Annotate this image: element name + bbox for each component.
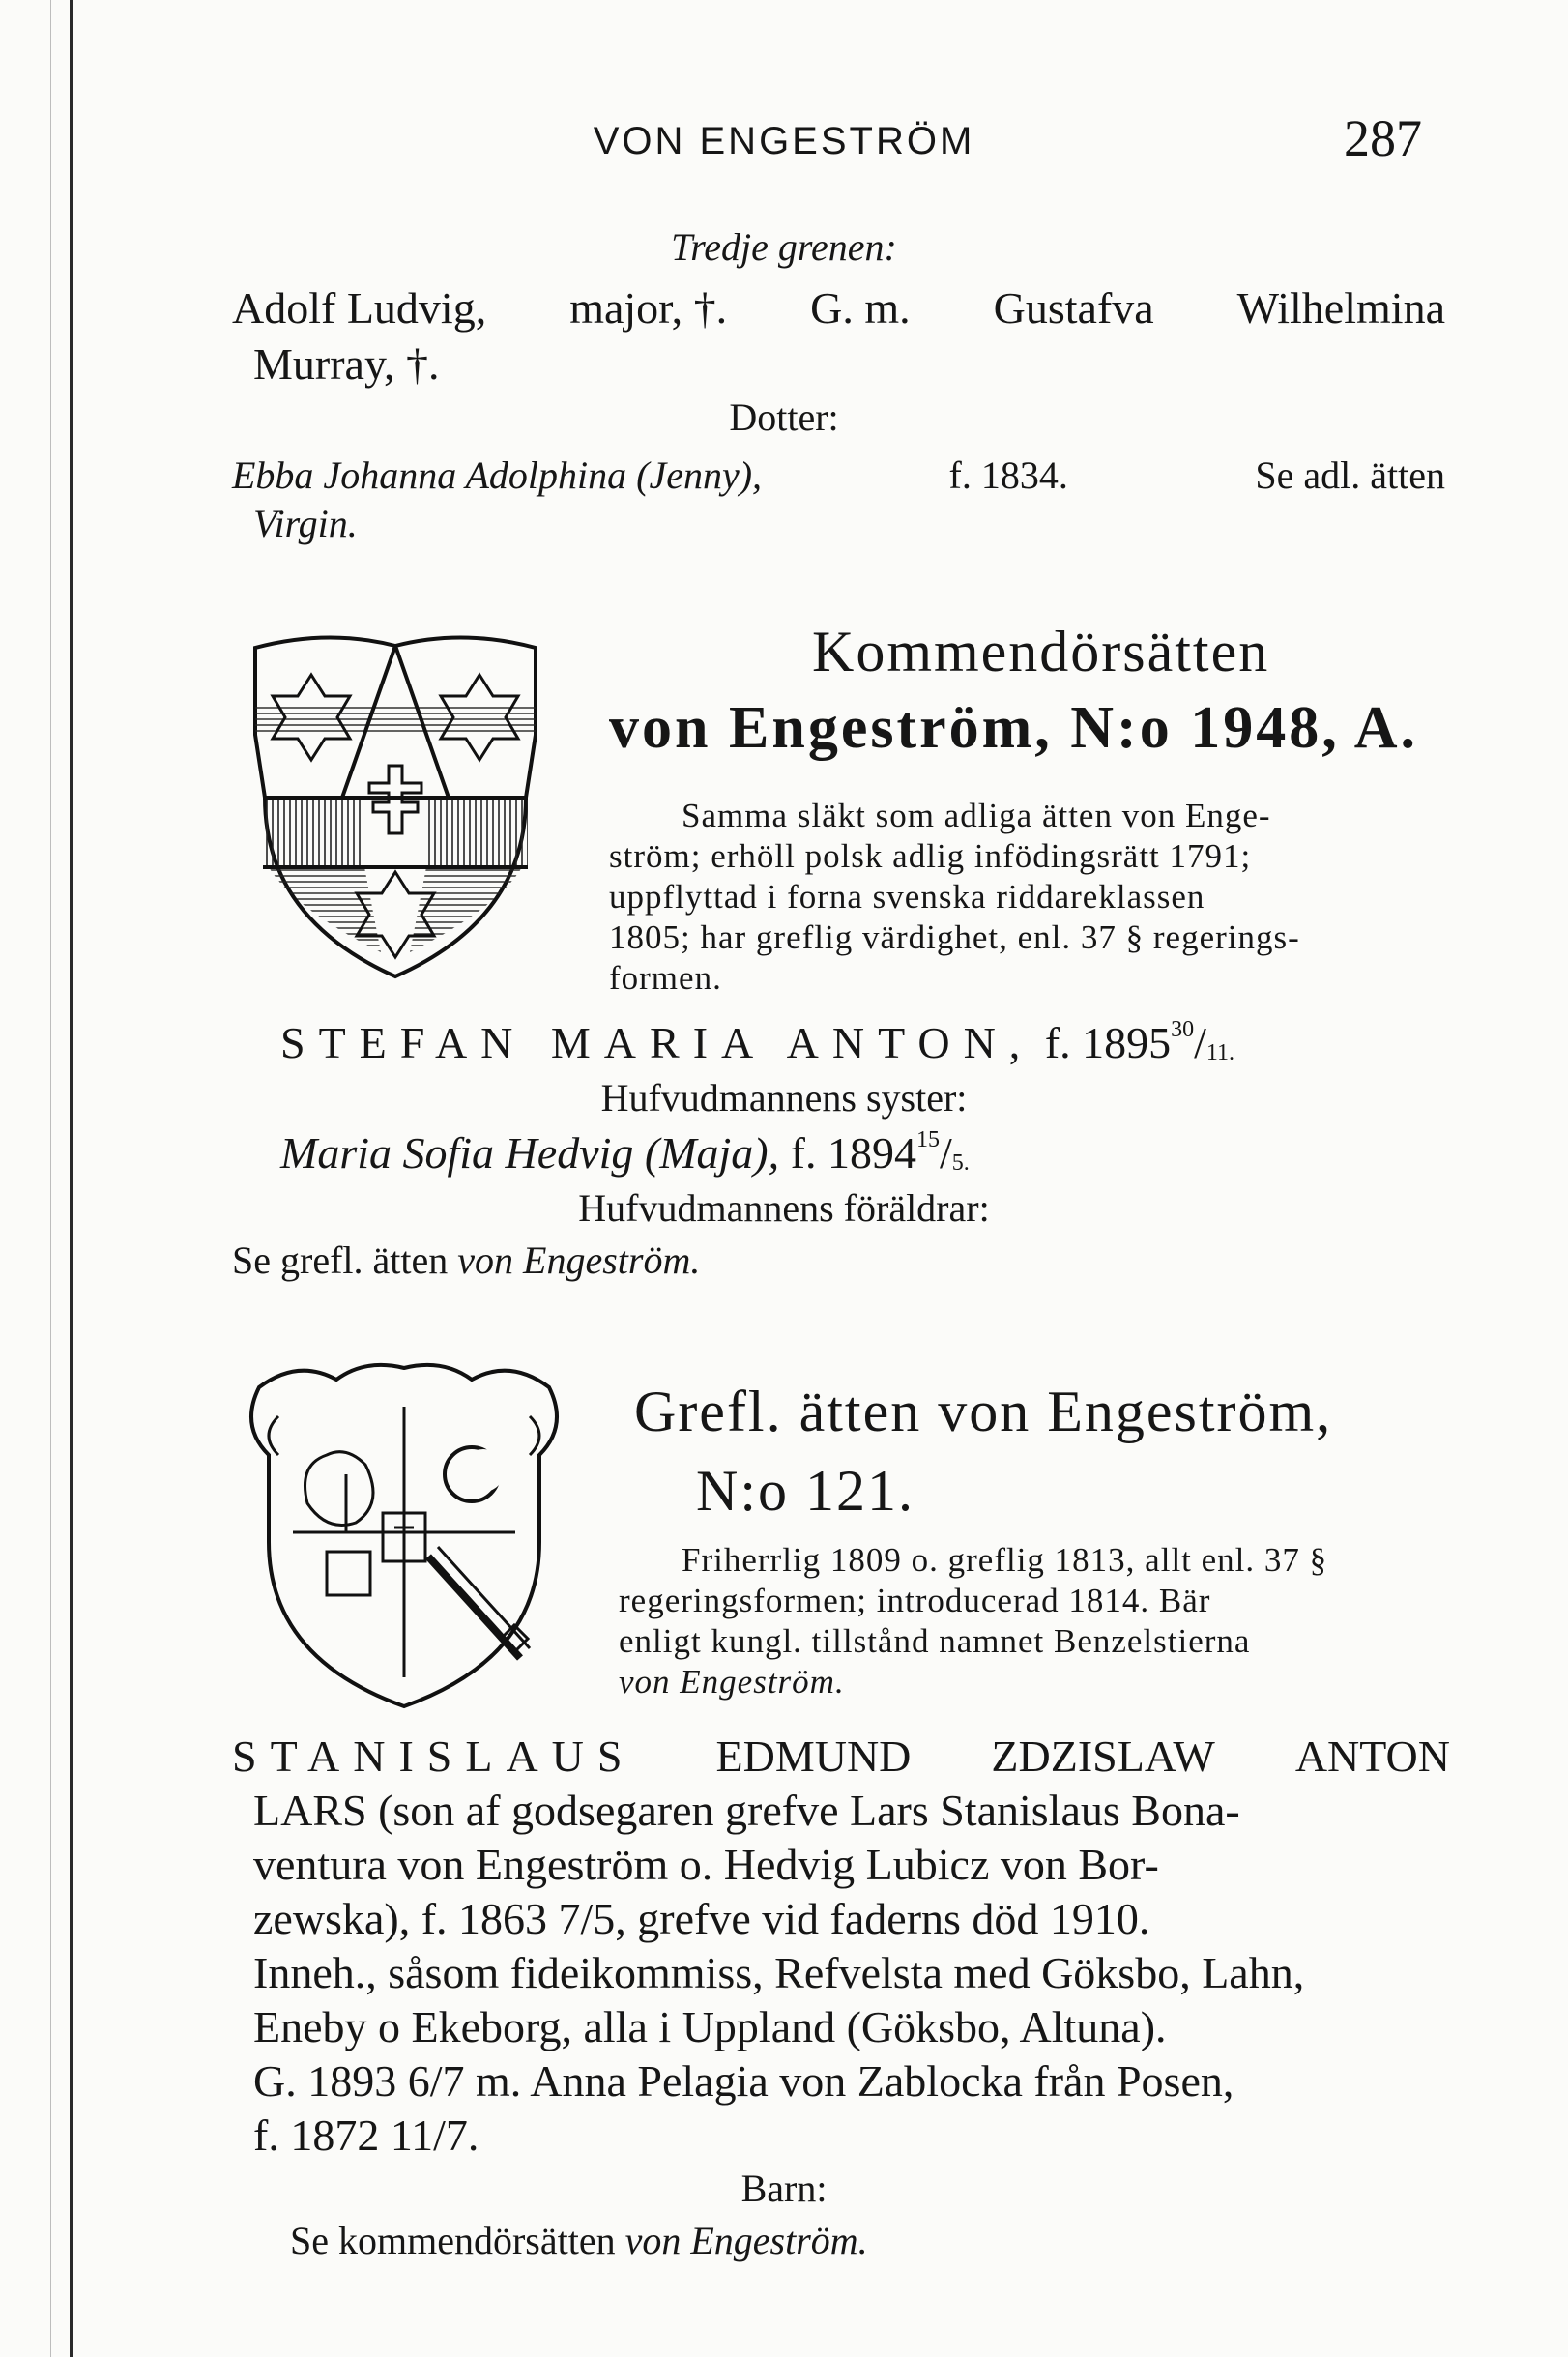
grefl-desc-line: Friherrlig 1809 o. greflig 1813, allt enl. 37 §	[682, 1541, 1328, 1579]
syster-month: 5.	[951, 1150, 970, 1176]
name-part: STANISLAUS	[232, 1731, 636, 1781]
text-run: Se adl. ätten	[1255, 453, 1445, 497]
holder-line: STEFAN MARIA ANTON, f. $1895^{30}/_{11.}$	[280, 1017, 1235, 1067]
bio-line: Inneh., såsom fideikommiss, Refvelsta med Göksbo, Lahn,	[253, 1948, 1305, 1997]
bio-line: G. 1893 6/7 m. Anna Pelagia von Zablocka från Posen,	[253, 2056, 1234, 2106]
running-header: VON ENGESTRÖM	[593, 120, 975, 162]
kommendor-title-2: von Engeström, N:o 1948, A.	[609, 695, 1419, 761]
kommendor-desc-line: uppflyttad i forna svenska riddareklassen	[609, 878, 1205, 916]
grefl-desc-line: enligt kungl. tillstånd namnet Benzelstierna	[619, 1622, 1251, 1660]
bio-line: f. 1872 11/7.	[253, 2110, 479, 2160]
grefl-title-text: Grefl. ätten von Engeström,	[634, 1380, 1333, 1443]
holder-name: STEFAN MARIA ANTON,	[280, 1018, 1034, 1067]
holder-day: 30	[1171, 1017, 1195, 1042]
grefl-title-1	[634, 1379, 1332, 1445]
name-part: ZDZISLAW	[991, 1731, 1215, 1781]
syster-heading: Hufvudmannens syster:	[600, 1076, 968, 1120]
ref-prefix: Se grefl. ätten	[232, 1238, 449, 1282]
kommendor-desc-line: ström; erhöll polsk adlig infödingsrätt 1791;	[609, 837, 1252, 875]
ref-name: von Engeström.	[624, 2219, 868, 2262]
syster-line: Maria Sofia Hedvig (Maja), f. $1894^{15}/_{5.}$	[280, 1127, 970, 1178]
name-part: EDMUND	[715, 1731, 912, 1781]
grefl-desc-line: regeringsformen; introducerad 1814. Bär	[619, 1582, 1211, 1619]
grefl-title-2: N:o 121.	[696, 1459, 915, 1523]
barn-ref	[290, 2218, 868, 2263]
foraldrar-heading: Hufvudmannens föräldrar:	[578, 1186, 990, 1230]
tredje-line-1	[232, 282, 1445, 334]
bio-line: zewska), f. 1863 7/5, grefve vid faderns död 1910.	[253, 1894, 1150, 1943]
section-heading-tredje: Tredje grenen:	[671, 225, 897, 269]
text-run: major, †.	[569, 283, 728, 333]
syster-day: 15	[915, 1127, 940, 1152]
grefl-desc-line: von Engeström.	[619, 1663, 845, 1701]
page-margin-rule	[70, 0, 73, 2357]
kommendor-desc-line: formen.	[609, 959, 722, 997]
name-part: ANTON	[1294, 1731, 1450, 1781]
text-run: Adolf Ludvig,	[232, 283, 487, 333]
text-run: f. 1834.	[948, 453, 1068, 497]
dotter-heading: Dotter:	[729, 395, 839, 439]
tredje-line-2: Murray, †.	[253, 339, 440, 389]
bio-line: ventura von Engeström o. Hedvig Lubicz von Bor-	[253, 1840, 1159, 1889]
holder-month: 11.	[1205, 1040, 1235, 1065]
tredje-line-4: Virgin.	[253, 502, 358, 545]
tredje-line-3	[232, 452, 1445, 498]
page-number: 287	[1344, 109, 1422, 167]
syster-name: Maria Sofia Hedvig (Maja),	[280, 1128, 780, 1178]
bio-line: Eneby o Ekeborg, alla i Uppland (Göksbo, Altuna).	[253, 2002, 1167, 2051]
coat-of-arms-grefl-icon	[220, 1349, 588, 1716]
text-run: G. m.	[810, 283, 911, 333]
ref-prefix: Se kommendörsätten	[290, 2219, 616, 2262]
text-run: Wilhelmina	[1236, 283, 1445, 333]
syster-born: f. 1894	[790, 1128, 916, 1178]
page-edge-line	[50, 0, 51, 2357]
kommendor-desc-line: 1805; har greflig värdighet, enl. 37 § regerings-	[609, 918, 1300, 956]
text-run: Gustafva	[993, 283, 1154, 333]
foraldrar-ref	[232, 1237, 700, 1283]
grefl-name-line	[232, 1731, 1450, 1782]
holder-born: f. 1895	[1044, 1018, 1172, 1067]
barn-heading: Barn:	[740, 2167, 828, 2210]
coat-of-arms-kommendor-icon	[236, 619, 555, 986]
kommendor-title-1: Kommendörsätten	[812, 620, 1270, 684]
bio-line: LARS (son af godsegaren grefve Lars Stanislaus Bona-	[253, 1786, 1240, 1835]
ref-name: von Engeström.	[457, 1238, 701, 1282]
kommendor-desc-line: Samma släkt som adliga ätten von Enge-	[682, 797, 1271, 834]
text-run: Ebba Johanna Adolphina (Jenny),	[232, 453, 763, 497]
